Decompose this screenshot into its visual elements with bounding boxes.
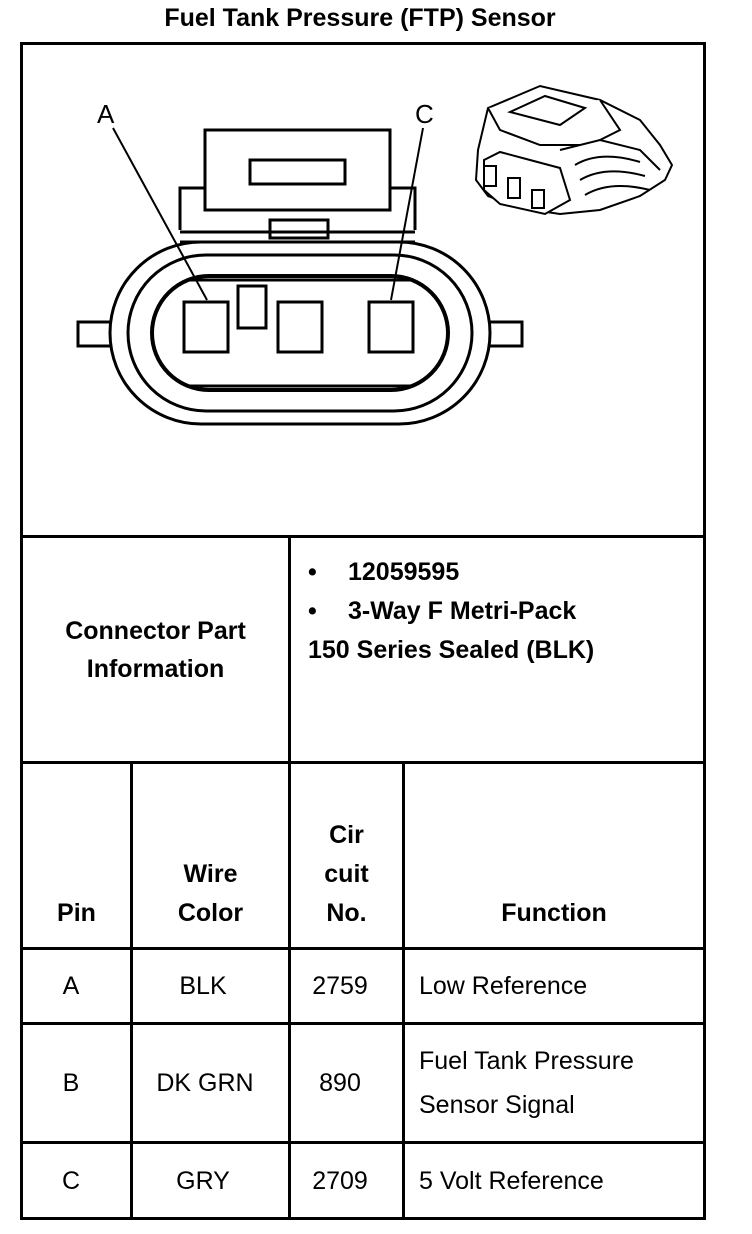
pin-label-a: A [97, 99, 115, 129]
table-row [23, 1025, 703, 1141]
page-title: Fuel Tank Pressure (FTP) Sensor [164, 4, 556, 32]
key-rib [238, 286, 266, 328]
cell-wire-color: DK GRN [156, 1069, 254, 1097]
table-row [23, 950, 703, 1022]
terminal-c [369, 302, 413, 352]
connector-info-label [23, 538, 288, 761]
cell-pin: A [62, 972, 80, 1000]
cell-function: 5 Volt Reference [419, 1166, 604, 1195]
cell-circuit: 2709 [312, 1166, 368, 1195]
connector-description-line1: 3-Way F Metri-Pack [348, 597, 577, 625]
header-wire-color: Wire Color [177, 860, 244, 927]
cell-function: Low Reference [419, 972, 588, 1000]
bullet-2: • [308, 597, 317, 625]
cell-pin: C [61, 1166, 81, 1195]
pin-label-c: C [415, 99, 434, 129]
terminal-a [184, 302, 228, 352]
connector-description-line2: 150 Series Sealed (BLK) [308, 636, 595, 664]
cell-circuit: 2759 [312, 972, 368, 1000]
connector-info-label-line1: Connector Part [65, 616, 246, 645]
connector-3d-view [476, 86, 672, 214]
bullet-1: • [308, 558, 317, 586]
header-circuit: Cir cuit No. [324, 821, 369, 927]
cell-function [419, 1025, 703, 1141]
divider-part-column [288, 535, 291, 764]
connector-info-label-line2: Information [86, 654, 225, 683]
cell-function-line2: Sensor Signal [419, 1091, 575, 1119]
latch-nub [270, 220, 328, 238]
header-function: Function [501, 899, 607, 927]
table-row [23, 1144, 703, 1217]
right-ear [488, 322, 522, 346]
cell-circuit: 890 [319, 1069, 361, 1097]
cell-wire-color: GRY [176, 1166, 230, 1195]
lock-tab [205, 130, 390, 210]
part-number: 12059595 [348, 558, 460, 586]
terminal-b [278, 302, 322, 352]
connector-diagram [23, 45, 703, 535]
cell-function-line1: Fuel Tank Pressure [419, 1047, 634, 1075]
left-ear [78, 322, 112, 346]
connector-sheet [20, 42, 706, 1220]
cell-wire-color: BLK [179, 972, 227, 1000]
cell-pin: B [62, 1069, 80, 1097]
header-pin: Pin [57, 899, 96, 927]
